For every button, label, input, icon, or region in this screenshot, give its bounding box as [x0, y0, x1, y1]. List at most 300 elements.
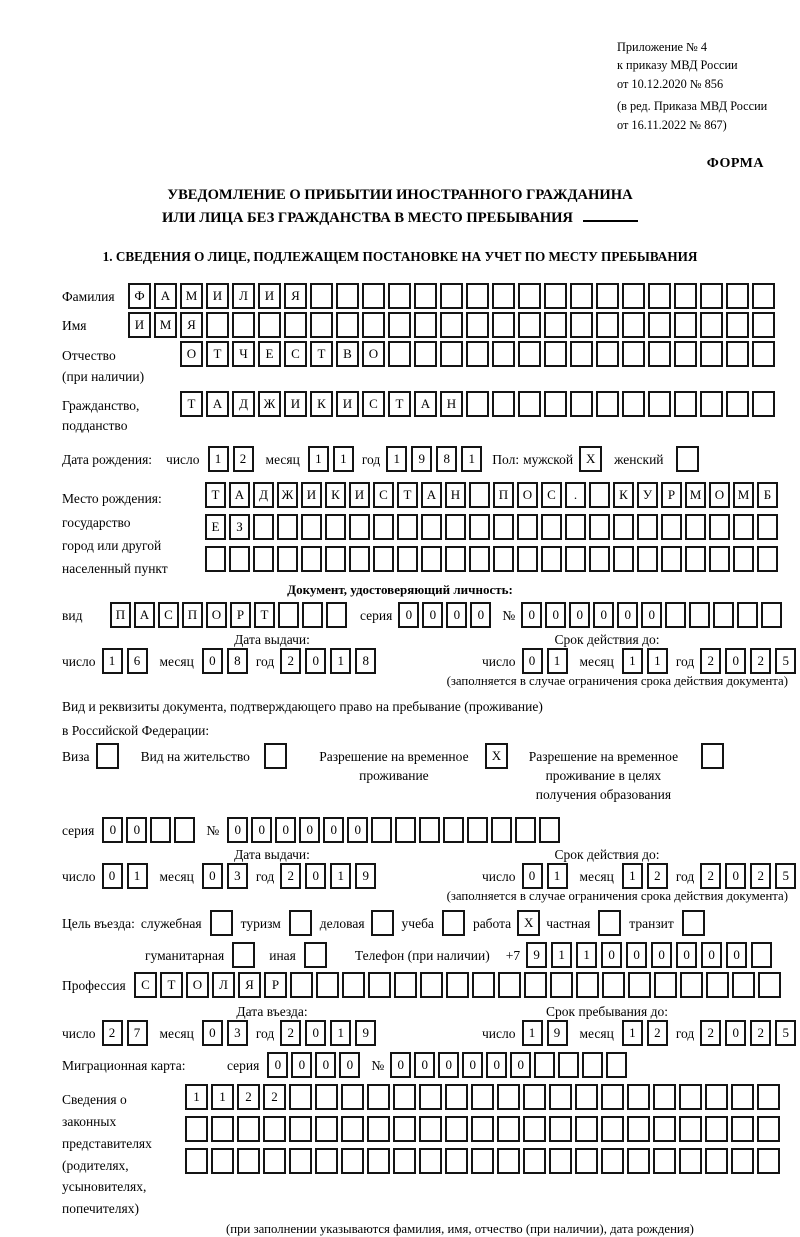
char-cell[interactable]: 2 [237, 1084, 260, 1110]
char-cell[interactable]: 0 [202, 648, 223, 674]
char-cell[interactable]: К [310, 391, 333, 417]
char-cell[interactable] [471, 1148, 494, 1174]
char-cell[interactable] [648, 341, 671, 367]
char-cell[interactable] [674, 391, 697, 417]
char-cell[interactable] [150, 817, 171, 843]
char-cell[interactable] [263, 1116, 286, 1142]
char-cell[interactable] [757, 1148, 780, 1174]
char-cell[interactable]: 0 [267, 1052, 288, 1078]
char-cell[interactable] [326, 602, 347, 628]
char-cell[interactable] [420, 972, 443, 998]
char-cell[interactable]: 2 [700, 863, 721, 889]
char-cell[interactable] [419, 1116, 442, 1142]
char-cell[interactable]: 1 [547, 648, 568, 674]
char-cell[interactable]: М [180, 283, 203, 309]
char-cell[interactable] [185, 1148, 208, 1174]
char-cell[interactable] [174, 817, 195, 843]
char-cell[interactable] [237, 1148, 260, 1174]
char-cell[interactable]: 1 [576, 942, 597, 968]
char-cell[interactable]: Ж [258, 391, 281, 417]
char-cell[interactable] [368, 972, 391, 998]
char-cell[interactable]: О [362, 341, 385, 367]
char-cell[interactable]: Т [254, 602, 275, 628]
char-cell[interactable]: 0 [315, 1052, 336, 1078]
char-cell[interactable]: 0 [725, 863, 746, 889]
char-cell[interactable]: 9 [526, 942, 547, 968]
char-cell[interactable]: 2 [750, 863, 771, 889]
char-cell[interactable]: 1 [622, 648, 643, 674]
char-cell[interactable] [544, 341, 567, 367]
char-cell[interactable]: И [301, 482, 322, 508]
char-cell[interactable]: П [493, 482, 514, 508]
char-cell[interactable]: 3 [227, 863, 248, 889]
char-cell[interactable]: 2 [647, 863, 668, 889]
char-cell[interactable]: 2 [700, 648, 721, 674]
char-cell[interactable]: О [180, 341, 203, 367]
char-cell[interactable] [419, 1084, 442, 1110]
char-cell[interactable]: 9 [411, 446, 432, 472]
char-cell[interactable]: Ф [128, 283, 151, 309]
char-cell[interactable]: 8 [436, 446, 457, 472]
char-cell[interactable] [367, 1084, 390, 1110]
char-cell[interactable] [709, 546, 730, 572]
char-cell[interactable] [414, 341, 437, 367]
char-cell[interactable]: Т [397, 482, 418, 508]
char-cell[interactable] [206, 312, 229, 338]
char-cell[interactable]: 0 [522, 648, 543, 674]
char-cell[interactable] [518, 391, 541, 417]
char-cell[interactable] [316, 972, 339, 998]
char-cell[interactable]: 0 [398, 602, 419, 628]
char-cell[interactable] [653, 1084, 676, 1110]
char-cell[interactable] [653, 1148, 676, 1174]
char-cell[interactable] [757, 1116, 780, 1142]
char-cell[interactable] [752, 341, 775, 367]
checkbox-temp-residence[interactable]: X [485, 743, 508, 769]
char-cell[interactable]: 1 [647, 648, 668, 674]
char-cell[interactable]: Я [180, 312, 203, 338]
char-cell[interactable] [393, 1084, 416, 1110]
char-cell[interactable]: Я [284, 283, 307, 309]
char-cell[interactable] [549, 1084, 572, 1110]
char-cell[interactable]: Л [212, 972, 235, 998]
char-cell[interactable] [445, 514, 466, 540]
char-cell[interactable] [373, 514, 394, 540]
char-cell[interactable] [570, 283, 593, 309]
char-cell[interactable] [661, 546, 682, 572]
char-cell[interactable] [315, 1084, 338, 1110]
char-cell[interactable] [388, 312, 411, 338]
char-cell[interactable]: 0 [305, 1020, 326, 1046]
char-cell[interactable]: . [565, 482, 586, 508]
char-cell[interactable]: С [134, 972, 157, 998]
char-cell[interactable] [523, 1084, 546, 1110]
checkbox-other[interactable] [304, 942, 327, 968]
char-cell[interactable]: А [414, 391, 437, 417]
char-cell[interactable] [565, 514, 586, 540]
char-cell[interactable] [685, 546, 706, 572]
char-cell[interactable] [277, 546, 298, 572]
char-cell[interactable]: Т [310, 341, 333, 367]
char-cell[interactable]: 0 [510, 1052, 531, 1078]
char-cell[interactable] [575, 1148, 598, 1174]
char-cell[interactable]: 0 [725, 648, 746, 674]
char-cell[interactable]: 0 [227, 817, 248, 843]
char-cell[interactable] [373, 546, 394, 572]
char-cell[interactable]: К [613, 482, 634, 508]
char-cell[interactable] [596, 283, 619, 309]
char-cell[interactable] [414, 283, 437, 309]
char-cell[interactable] [679, 1148, 702, 1174]
char-cell[interactable] [517, 546, 538, 572]
char-cell[interactable]: 1 [622, 1020, 643, 1046]
char-cell[interactable] [497, 1084, 520, 1110]
char-cell[interactable]: 9 [355, 1020, 376, 1046]
char-cell[interactable] [301, 546, 322, 572]
char-cell[interactable] [622, 391, 645, 417]
char-cell[interactable]: 1 [522, 1020, 543, 1046]
char-cell[interactable]: О [206, 602, 227, 628]
char-cell[interactable] [211, 1116, 234, 1142]
char-cell[interactable]: 9 [355, 863, 376, 889]
char-cell[interactable] [582, 1052, 603, 1078]
char-cell[interactable]: 1 [330, 863, 351, 889]
char-cell[interactable]: 8 [227, 648, 248, 674]
char-cell[interactable] [637, 546, 658, 572]
char-cell[interactable] [589, 482, 610, 508]
char-cell[interactable] [518, 312, 541, 338]
char-cell[interactable]: 6 [127, 648, 148, 674]
char-cell[interactable] [570, 341, 593, 367]
char-cell[interactable]: 2 [233, 446, 254, 472]
char-cell[interactable]: 0 [126, 817, 147, 843]
char-cell[interactable] [726, 312, 749, 338]
char-cell[interactable] [700, 312, 723, 338]
char-cell[interactable]: 0 [339, 1052, 360, 1078]
char-cell[interactable] [622, 341, 645, 367]
char-cell[interactable] [726, 283, 749, 309]
char-cell[interactable]: Р [661, 482, 682, 508]
char-cell[interactable] [700, 283, 723, 309]
char-cell[interactable] [689, 602, 710, 628]
char-cell[interactable] [601, 1084, 624, 1110]
char-cell[interactable]: Ж [277, 482, 298, 508]
char-cell[interactable]: О [709, 482, 730, 508]
char-cell[interactable]: 0 [626, 942, 647, 968]
char-cell[interactable] [301, 514, 322, 540]
char-cell[interactable]: Н [445, 482, 466, 508]
char-cell[interactable] [731, 1116, 754, 1142]
char-cell[interactable] [469, 514, 490, 540]
char-cell[interactable] [289, 1148, 312, 1174]
char-cell[interactable] [622, 283, 645, 309]
char-cell[interactable]: 5 [775, 863, 796, 889]
checkbox-study[interactable] [442, 910, 465, 936]
char-cell[interactable] [705, 1084, 728, 1110]
char-cell[interactable]: 0 [414, 1052, 435, 1078]
char-cell[interactable]: 0 [299, 817, 320, 843]
char-cell[interactable]: 1 [211, 1084, 234, 1110]
char-cell[interactable]: М [733, 482, 754, 508]
char-cell[interactable]: 0 [422, 602, 443, 628]
char-cell[interactable]: 2 [700, 1020, 721, 1046]
char-cell[interactable] [731, 1148, 754, 1174]
char-cell[interactable] [706, 972, 729, 998]
char-cell[interactable] [492, 283, 515, 309]
char-cell[interactable]: 2 [750, 648, 771, 674]
char-cell[interactable] [342, 972, 365, 998]
char-cell[interactable] [446, 972, 469, 998]
char-cell[interactable] [440, 341, 463, 367]
char-cell[interactable] [733, 514, 754, 540]
char-cell[interactable] [648, 312, 671, 338]
char-cell[interactable]: 5 [775, 648, 796, 674]
char-cell[interactable] [674, 312, 697, 338]
char-cell[interactable] [713, 602, 734, 628]
checkbox-official[interactable] [210, 910, 233, 936]
char-cell[interactable]: С [158, 602, 179, 628]
char-cell[interactable] [419, 817, 440, 843]
char-cell[interactable] [393, 1116, 416, 1142]
char-cell[interactable]: С [541, 482, 562, 508]
char-cell[interactable]: Т [180, 391, 203, 417]
char-cell[interactable] [493, 546, 514, 572]
char-cell[interactable] [466, 391, 489, 417]
char-cell[interactable]: А [206, 391, 229, 417]
char-cell[interactable]: П [110, 602, 131, 628]
char-cell[interactable]: 9 [547, 1020, 568, 1046]
char-cell[interactable]: 0 [102, 817, 123, 843]
char-cell[interactable]: 1 [308, 446, 329, 472]
char-cell[interactable] [705, 1148, 728, 1174]
char-cell[interactable] [539, 817, 560, 843]
char-cell[interactable]: Д [232, 391, 255, 417]
char-cell[interactable] [665, 602, 686, 628]
char-cell[interactable] [395, 817, 416, 843]
char-cell[interactable] [627, 1148, 650, 1174]
char-cell[interactable]: 8 [355, 648, 376, 674]
checkbox-female[interactable] [676, 446, 699, 472]
char-cell[interactable]: 0 [347, 817, 368, 843]
char-cell[interactable]: 3 [227, 1020, 248, 1046]
char-cell[interactable] [492, 312, 515, 338]
char-cell[interactable]: 0 [601, 942, 622, 968]
char-cell[interactable] [558, 1052, 579, 1078]
char-cell[interactable]: А [421, 482, 442, 508]
char-cell[interactable] [674, 341, 697, 367]
char-cell[interactable] [757, 514, 778, 540]
checkbox-residence-permit[interactable] [264, 743, 287, 769]
char-cell[interactable] [518, 341, 541, 367]
char-cell[interactable]: И [349, 482, 370, 508]
char-cell[interactable]: 1 [330, 648, 351, 674]
char-cell[interactable] [733, 546, 754, 572]
char-cell[interactable]: 0 [275, 817, 296, 843]
char-cell[interactable]: И [206, 283, 229, 309]
char-cell[interactable]: 0 [651, 942, 672, 968]
char-cell[interactable]: Д [253, 482, 274, 508]
char-cell[interactable] [731, 1084, 754, 1110]
char-cell[interactable] [613, 546, 634, 572]
char-cell[interactable] [325, 514, 346, 540]
char-cell[interactable] [752, 283, 775, 309]
char-cell[interactable]: 1 [208, 446, 229, 472]
char-cell[interactable] [523, 1148, 546, 1174]
char-cell[interactable]: 0 [462, 1052, 483, 1078]
char-cell[interactable]: А [154, 283, 177, 309]
char-cell[interactable] [336, 312, 359, 338]
char-cell[interactable] [232, 312, 255, 338]
checkbox-temp-residence-education[interactable] [701, 743, 724, 769]
char-cell[interactable] [229, 546, 250, 572]
char-cell[interactable]: Т [206, 341, 229, 367]
char-cell[interactable] [549, 1148, 572, 1174]
char-cell[interactable]: 0 [569, 602, 590, 628]
char-cell[interactable] [493, 514, 514, 540]
char-cell[interactable] [466, 341, 489, 367]
char-cell[interactable] [445, 1116, 468, 1142]
char-cell[interactable]: 0 [725, 1020, 746, 1046]
char-cell[interactable] [421, 514, 442, 540]
char-cell[interactable]: 0 [305, 648, 326, 674]
char-cell[interactable] [367, 1116, 390, 1142]
char-cell[interactable] [440, 312, 463, 338]
char-cell[interactable] [445, 546, 466, 572]
char-cell[interactable]: 0 [726, 942, 747, 968]
char-cell[interactable] [491, 817, 512, 843]
char-cell[interactable]: 5 [775, 1020, 796, 1046]
char-cell[interactable] [394, 972, 417, 998]
char-cell[interactable]: 0 [676, 942, 697, 968]
char-cell[interactable] [648, 391, 671, 417]
char-cell[interactable]: В [336, 341, 359, 367]
char-cell[interactable] [440, 283, 463, 309]
char-cell[interactable] [544, 283, 567, 309]
char-cell[interactable]: 1 [547, 863, 568, 889]
char-cell[interactable]: Я [238, 972, 261, 998]
char-cell[interactable] [648, 283, 671, 309]
char-cell[interactable] [589, 514, 610, 540]
char-cell[interactable] [752, 391, 775, 417]
char-cell[interactable]: Т [205, 482, 226, 508]
char-cell[interactable] [302, 602, 323, 628]
char-cell[interactable] [497, 1116, 520, 1142]
checkbox-male[interactable]: X [579, 446, 602, 472]
char-cell[interactable] [534, 1052, 555, 1078]
char-cell[interactable] [388, 341, 411, 367]
char-cell[interactable] [517, 514, 538, 540]
char-cell[interactable] [751, 942, 772, 968]
char-cell[interactable] [622, 312, 645, 338]
char-cell[interactable]: 0 [593, 602, 614, 628]
char-cell[interactable] [680, 972, 703, 998]
char-cell[interactable] [637, 514, 658, 540]
checkbox-tourism[interactable] [289, 910, 312, 936]
char-cell[interactable] [466, 283, 489, 309]
char-cell[interactable] [310, 283, 333, 309]
char-cell[interactable]: А [229, 482, 250, 508]
char-cell[interactable]: М [154, 312, 177, 338]
char-cell[interactable]: С [362, 391, 385, 417]
char-cell[interactable]: 0 [470, 602, 491, 628]
char-cell[interactable] [388, 283, 411, 309]
char-cell[interactable]: 0 [305, 863, 326, 889]
char-cell[interactable] [570, 312, 593, 338]
char-cell[interactable]: 0 [202, 863, 223, 889]
char-cell[interactable] [284, 312, 307, 338]
char-cell[interactable] [550, 972, 573, 998]
char-cell[interactable] [601, 1148, 624, 1174]
char-cell[interactable]: 0 [545, 602, 566, 628]
char-cell[interactable] [705, 1116, 728, 1142]
char-cell[interactable] [627, 1084, 650, 1110]
char-cell[interactable] [289, 1084, 312, 1110]
char-cell[interactable] [445, 1148, 468, 1174]
char-cell[interactable] [757, 546, 778, 572]
char-cell[interactable] [253, 514, 274, 540]
char-cell[interactable] [758, 972, 781, 998]
char-cell[interactable]: 2 [750, 1020, 771, 1046]
char-cell[interactable] [674, 283, 697, 309]
char-cell[interactable] [576, 972, 599, 998]
char-cell[interactable]: 0 [521, 602, 542, 628]
char-cell[interactable] [700, 391, 723, 417]
char-cell[interactable]: Е [258, 341, 281, 367]
char-cell[interactable] [289, 1116, 312, 1142]
char-cell[interactable] [589, 546, 610, 572]
char-cell[interactable] [596, 391, 619, 417]
char-cell[interactable]: Е [205, 514, 226, 540]
char-cell[interactable] [518, 283, 541, 309]
char-cell[interactable] [421, 546, 442, 572]
char-cell[interactable]: Ч [232, 341, 255, 367]
char-cell[interactable] [414, 312, 437, 338]
char-cell[interactable]: Р [230, 602, 251, 628]
char-cell[interactable] [253, 546, 274, 572]
char-cell[interactable] [466, 312, 489, 338]
char-cell[interactable] [310, 312, 333, 338]
char-cell[interactable]: 1 [185, 1084, 208, 1110]
char-cell[interactable] [443, 817, 464, 843]
checkbox-work[interactable]: X [517, 910, 540, 936]
char-cell[interactable]: Б [757, 482, 778, 508]
char-cell[interactable] [349, 546, 370, 572]
char-cell[interactable] [362, 312, 385, 338]
char-cell[interactable] [315, 1148, 338, 1174]
char-cell[interactable]: Н [440, 391, 463, 417]
char-cell[interactable] [601, 1116, 624, 1142]
checkbox-business[interactable] [371, 910, 394, 936]
char-cell[interactable] [653, 1116, 676, 1142]
char-cell[interactable] [565, 546, 586, 572]
char-cell[interactable]: 2 [102, 1020, 123, 1046]
char-cell[interactable] [737, 602, 758, 628]
char-cell[interactable]: А [134, 602, 155, 628]
char-cell[interactable]: З [229, 514, 250, 540]
char-cell[interactable]: 0 [102, 863, 123, 889]
char-cell[interactable] [627, 1116, 650, 1142]
char-cell[interactable] [575, 1116, 598, 1142]
char-cell[interactable] [602, 972, 625, 998]
char-cell[interactable] [445, 1084, 468, 1110]
char-cell[interactable] [397, 514, 418, 540]
char-cell[interactable] [397, 546, 418, 572]
char-cell[interactable] [757, 1084, 780, 1110]
char-cell[interactable]: 0 [522, 863, 543, 889]
char-cell[interactable]: 1 [333, 446, 354, 472]
char-cell[interactable]: 1 [461, 446, 482, 472]
char-cell[interactable] [606, 1052, 627, 1078]
